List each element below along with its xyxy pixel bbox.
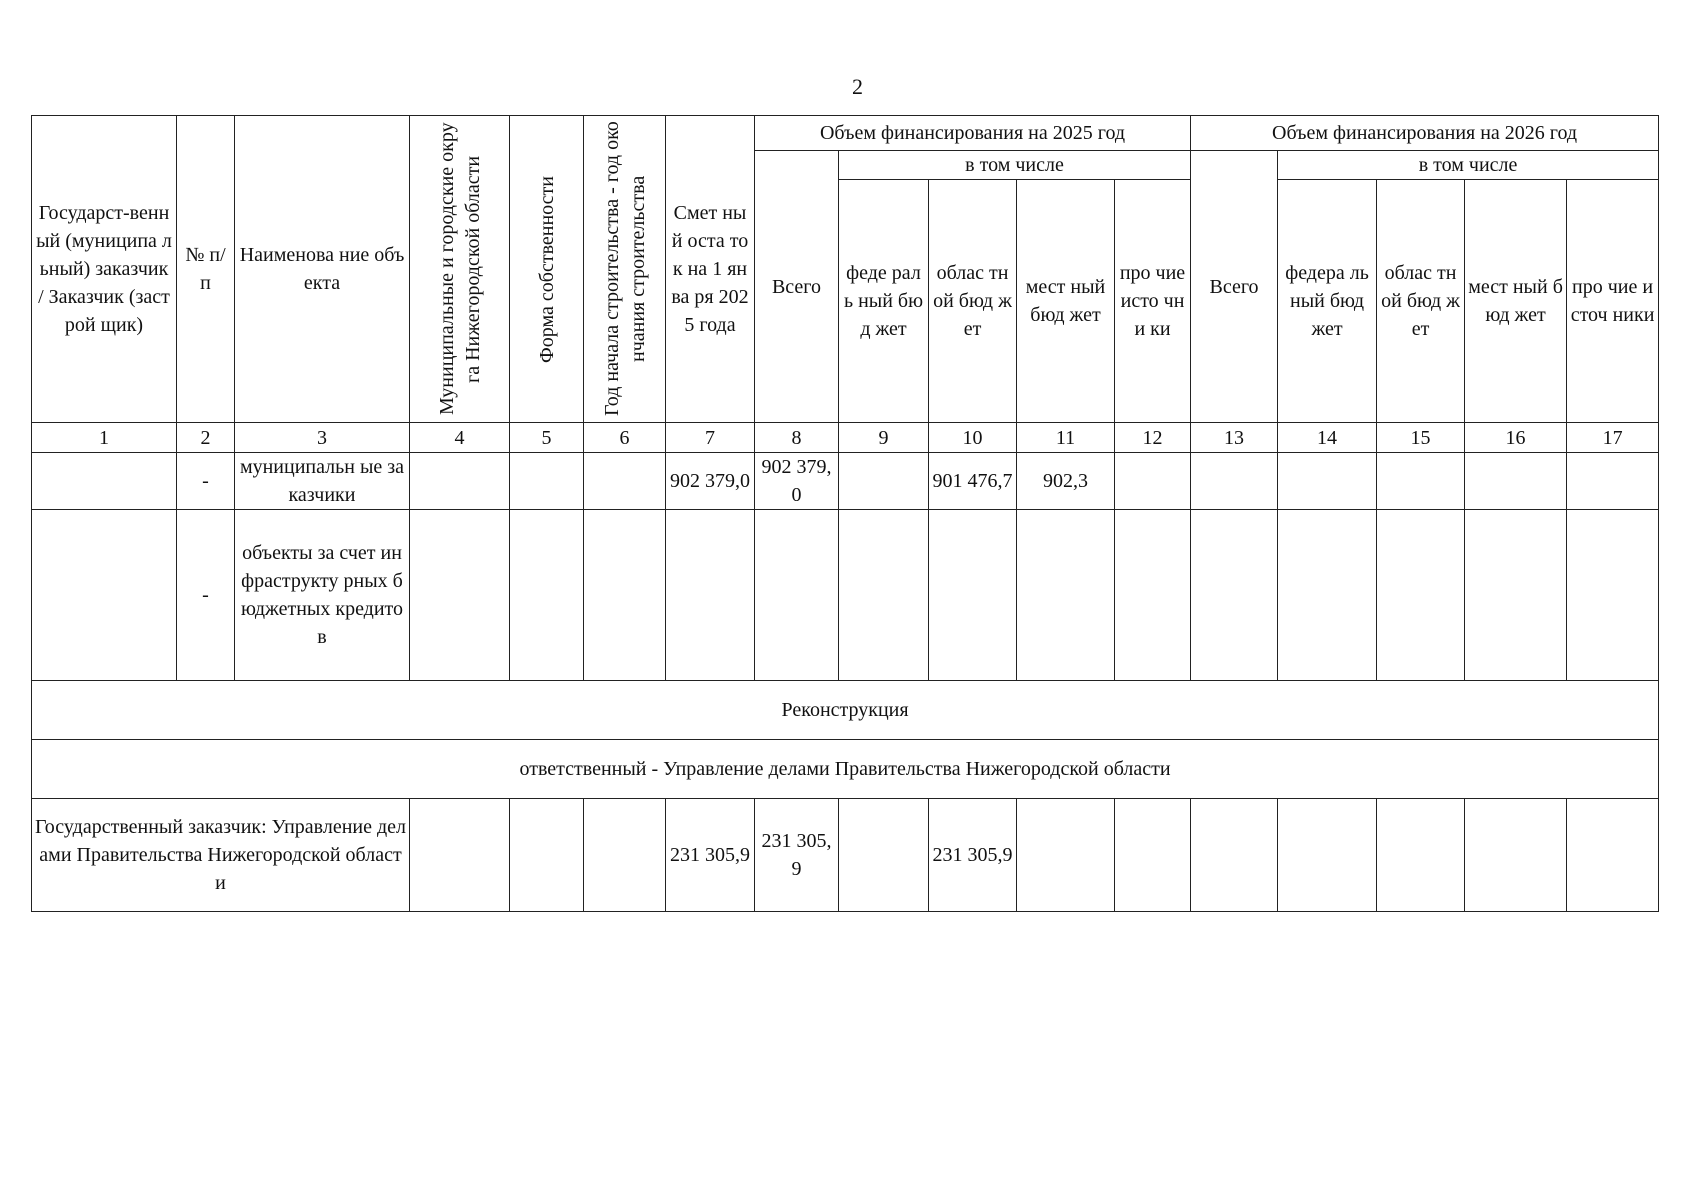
header-ownership-text: Форма собственности <box>535 175 558 363</box>
cell-total-2025: 231 305,9 <box>755 799 839 912</box>
cell-regional-2025: 901 476,7 <box>929 453 1017 510</box>
col-number: 4 <box>410 423 510 453</box>
cell-number: - <box>177 453 235 510</box>
cell-district <box>410 453 510 510</box>
cell-years <box>584 799 666 912</box>
cell-other-2025 <box>1115 453 1191 510</box>
cell-local-2025 <box>1017 510 1115 681</box>
cell-district <box>410 510 510 681</box>
cell-customer <box>32 510 177 681</box>
column-number-row <box>32 423 1659 453</box>
cell-ownership <box>510 799 584 912</box>
cell-federal-2026 <box>1278 453 1377 510</box>
cell-ownership <box>510 453 584 510</box>
header-years-text: Год начала строительства - год окончания строительства <box>600 121 649 417</box>
cell-object-name: муниципальн ые заказчики <box>235 453 410 510</box>
cell-regional-2026 <box>1377 799 1465 912</box>
cell-other-2025 <box>1115 510 1191 681</box>
header-estimate-balance: Смет ный оста ток на 1 янва ря 2025 года <box>666 116 755 423</box>
cell-local-2026 <box>1465 453 1567 510</box>
header-other-2025: про чие исто чни ки <box>1115 180 1191 423</box>
cell-federal-2025 <box>839 510 929 681</box>
col-number: 11 <box>1017 423 1115 453</box>
cell-object-name: объекты за счет инфраструкту рных бюджетных кредитов <box>235 510 410 681</box>
header-districts <box>410 116 510 423</box>
header-years <box>584 116 666 423</box>
cell-years <box>584 510 666 681</box>
cell-federal-2025 <box>839 453 929 510</box>
section-row <box>32 681 1659 740</box>
responsible-text: ответственный - Управление делами Правительства Нижегородской области <box>32 740 1659 799</box>
col-number: 10 <box>929 423 1017 453</box>
header-total-2026: Всего <box>1191 151 1278 423</box>
col-number: 8 <box>755 423 839 453</box>
header-incl-2025: в том числе <box>839 151 1191 180</box>
header-districts-text: Муниципальные и городские округа Нижегородской области <box>435 122 484 416</box>
col-number: 2 <box>177 423 235 453</box>
cell-regional-2025: 231 305,9 <box>929 799 1017 912</box>
header-local-2026: мест ный бюд жет <box>1465 180 1567 423</box>
cell-local-2026 <box>1465 510 1567 681</box>
cell-federal-2026 <box>1278 510 1377 681</box>
col-number: 1 <box>32 423 177 453</box>
header-federal-2026: федера льный бюд жет <box>1278 180 1377 423</box>
page-number: 2 <box>852 74 863 99</box>
header-group-2025: Объем финансирования на 2025 год <box>755 116 1191 151</box>
cell-total-2025: 902 379,0 <box>755 453 839 510</box>
header-group-2026: Объем финансирования на 2026 год <box>1191 116 1659 151</box>
col-number: 5 <box>510 423 584 453</box>
header-regional-2025: облас тной бюд жет <box>929 180 1017 423</box>
col-number: 17 <box>1567 423 1659 453</box>
cell-federal-2025 <box>839 799 929 912</box>
cell-federal-2026 <box>1278 799 1377 912</box>
col-number: 16 <box>1465 423 1567 453</box>
cell-other-2026 <box>1567 453 1659 510</box>
header-number: № п/п <box>177 116 235 423</box>
col-number: 6 <box>584 423 666 453</box>
header-local-2025: мест ный бюд жет <box>1017 180 1115 423</box>
header-regional-2026: облас тной бюд жет <box>1377 180 1465 423</box>
header-object-name: Наименова ние объекта <box>235 116 410 423</box>
col-number: 12 <box>1115 423 1191 453</box>
header-other-2026: про чие источ ники <box>1567 180 1659 423</box>
cell-estimate-balance: 231 305,9 <box>666 799 755 912</box>
cell-local-2025: 902,3 <box>1017 453 1115 510</box>
table-row <box>32 453 1659 510</box>
col-number: 13 <box>1191 423 1278 453</box>
section-title: Реконструкция <box>32 681 1659 740</box>
responsible-row <box>32 740 1659 799</box>
cell-total-2026 <box>1191 510 1278 681</box>
cell-other-2025 <box>1115 799 1191 912</box>
cell-estimate-balance <box>666 510 755 681</box>
cell-regional-2026 <box>1377 453 1465 510</box>
col-number: 15 <box>1377 423 1465 453</box>
cell-ownership <box>510 510 584 681</box>
cell-regional-2026 <box>1377 510 1465 681</box>
header-total-2025: Всего <box>755 151 839 423</box>
cell-local-2025 <box>1017 799 1115 912</box>
header-federal-2025: феде раль ный бюд жет <box>839 180 929 423</box>
cell-customer <box>32 453 177 510</box>
table-row <box>32 799 1659 912</box>
cell-local-2026 <box>1465 799 1567 912</box>
col-number: 7 <box>666 423 755 453</box>
cell-years <box>584 453 666 510</box>
cell-total-2026 <box>1191 453 1278 510</box>
cell-other-2026 <box>1567 799 1659 912</box>
col-number: 14 <box>1278 423 1377 453</box>
header-customer: Государст-венный (муниципа льный) заказчик / Заказчик (застрой щик) <box>32 116 177 423</box>
header-row-1 <box>32 116 1659 151</box>
financing-table <box>31 115 1659 912</box>
header-incl-2026: в том числе <box>1278 151 1659 180</box>
cell-state-customer: Государственный заказчик: Управление делами Правительства Нижегородской области <box>32 799 410 912</box>
cell-total-2026 <box>1191 799 1278 912</box>
cell-other-2026 <box>1567 510 1659 681</box>
cell-district <box>410 799 510 912</box>
col-number: 9 <box>839 423 929 453</box>
cell-regional-2025 <box>929 510 1017 681</box>
cell-total-2025 <box>755 510 839 681</box>
col-number: 3 <box>235 423 410 453</box>
cell-estimate-balance: 902 379,0 <box>666 453 755 510</box>
table-row <box>32 510 1659 681</box>
cell-number: - <box>177 510 235 681</box>
header-ownership <box>510 116 584 423</box>
